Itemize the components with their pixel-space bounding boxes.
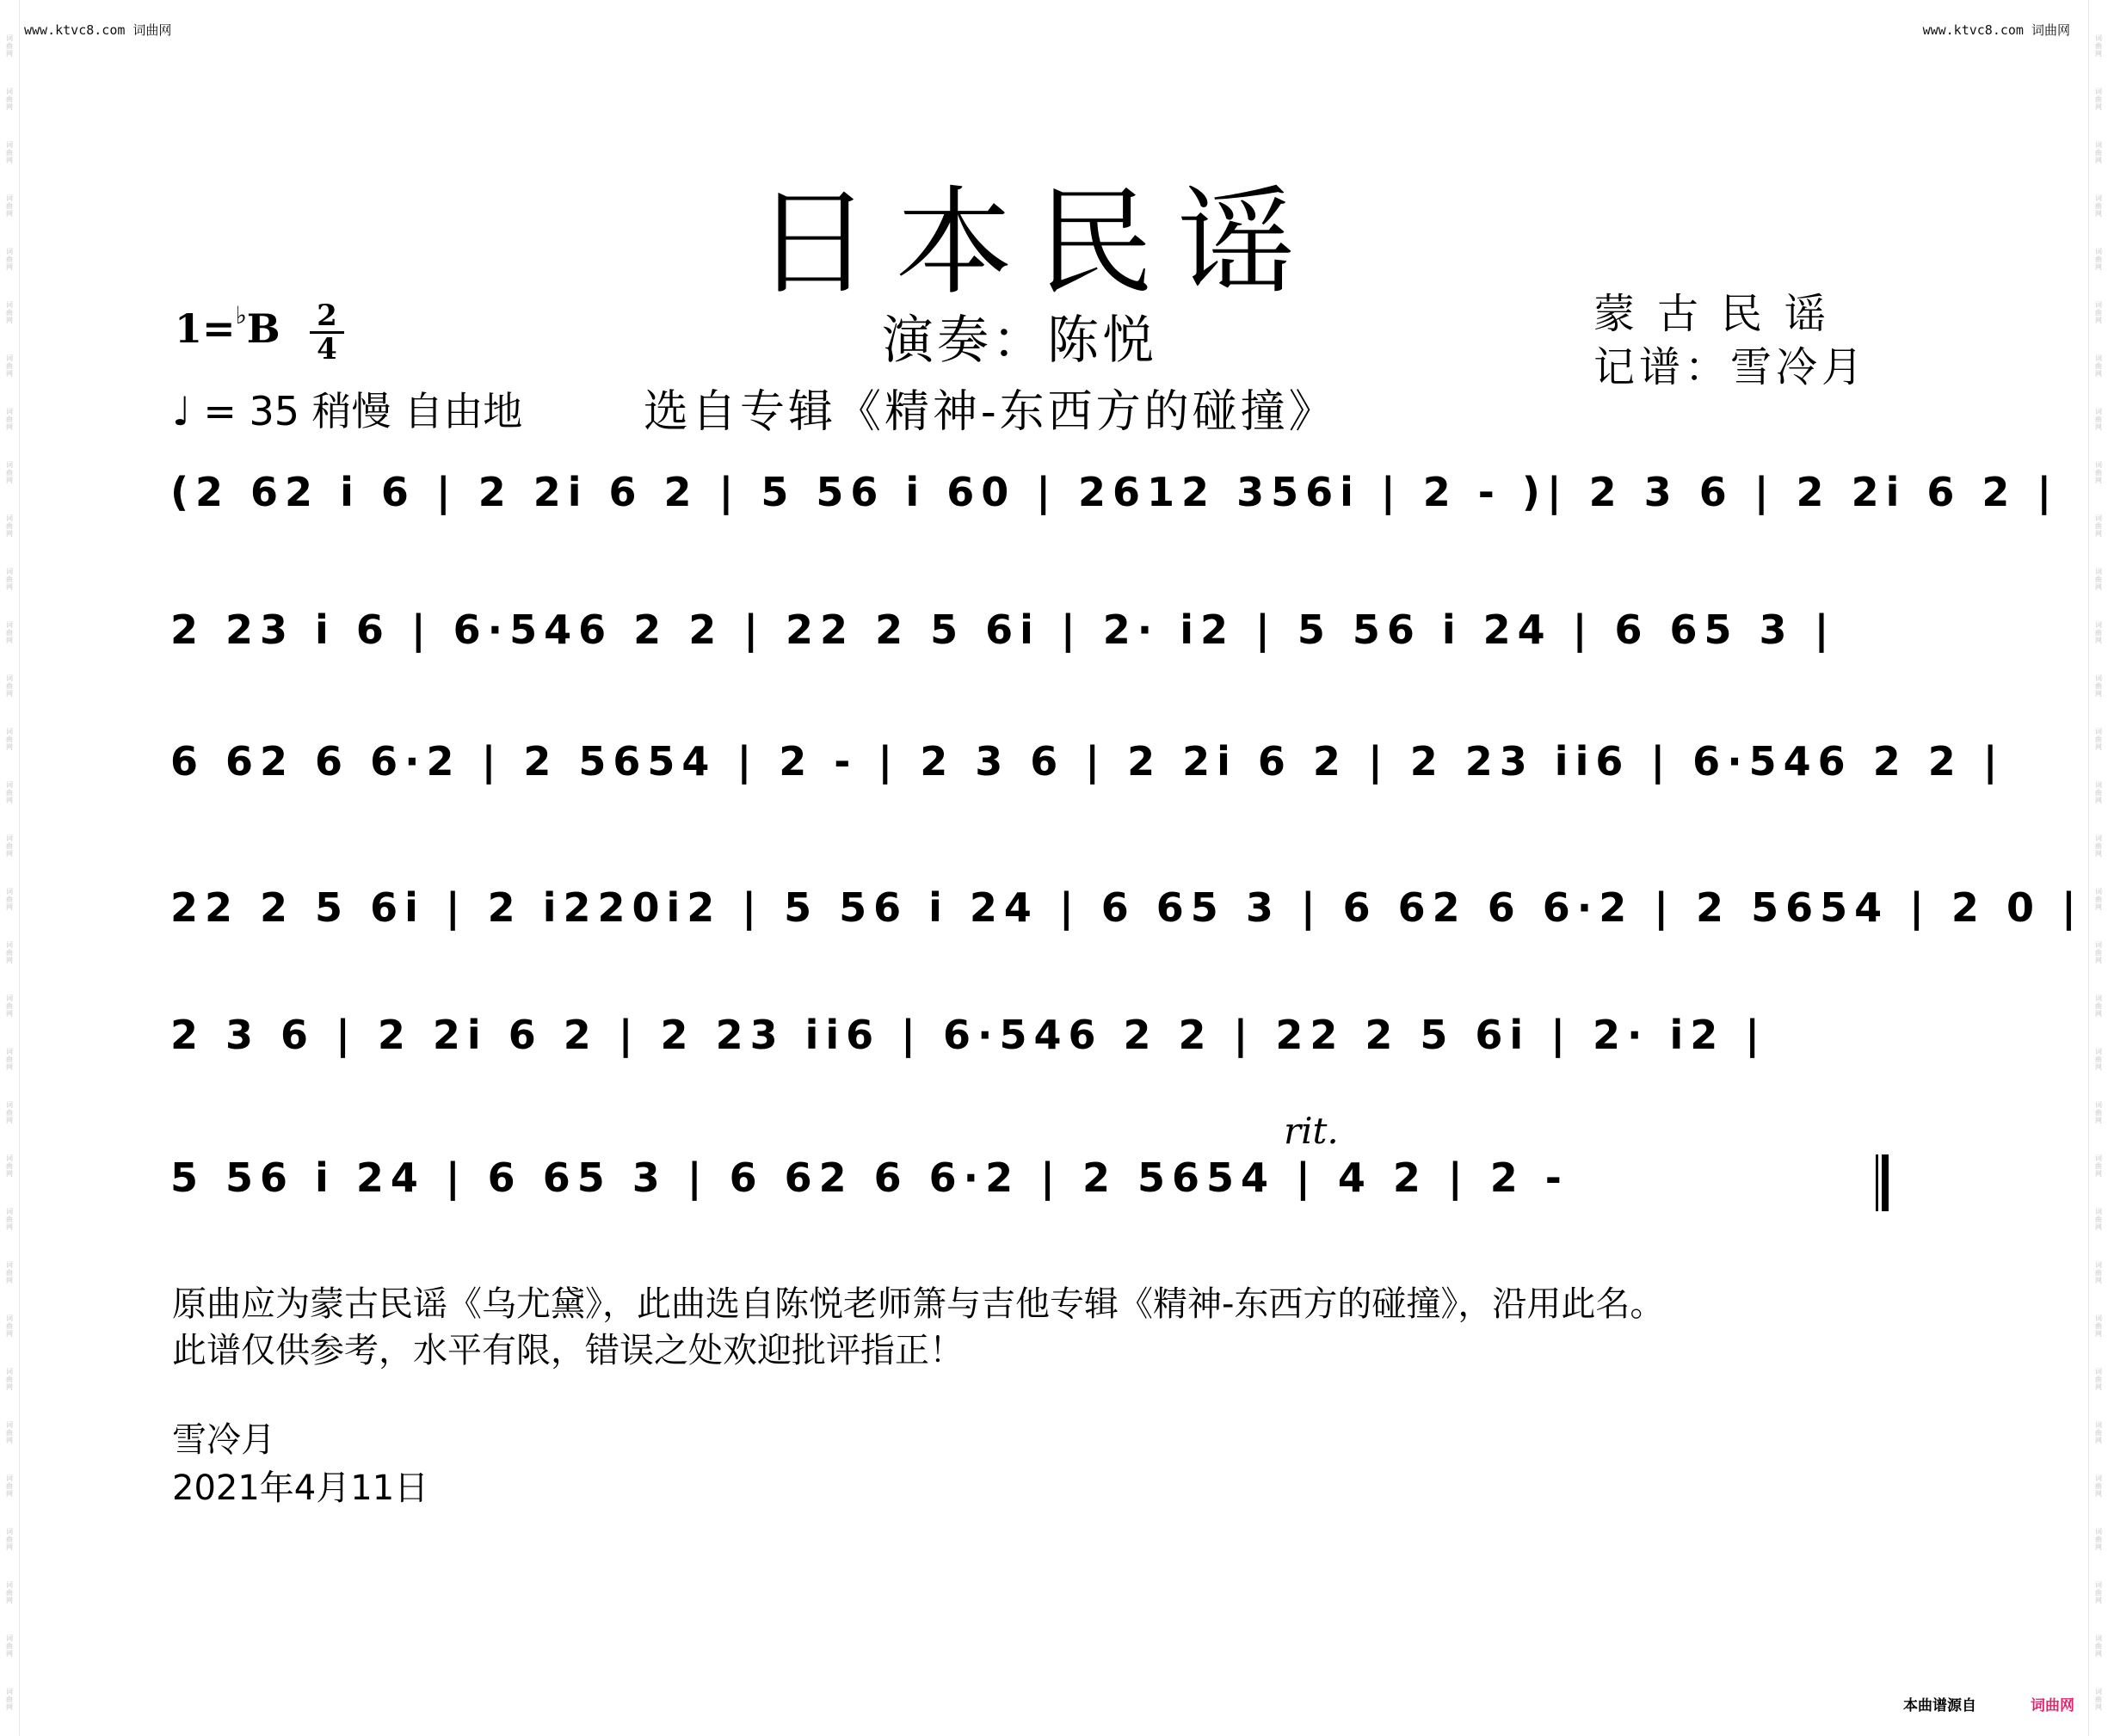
watermark-mark: 词曲网: [6, 194, 13, 218]
watermark-mark: 词曲网: [2095, 1688, 2102, 1711]
performer-credit: 演奏：陈悦: [882, 311, 1157, 371]
tempo-text: = 35 稍慢 自由地: [203, 388, 523, 434]
flat-sign: ♭: [235, 301, 247, 329]
watermark-mark: 词曲网: [6, 301, 13, 324]
watermark-url-left[interactable]: www.ktvc8.com 词曲网: [24, 22, 172, 38]
signer-name: 雪冷月: [172, 1420, 275, 1460]
watermark-mark: 词曲网: [6, 781, 13, 804]
watermark-mark: 词曲网: [6, 1261, 13, 1284]
score-line-2: [170, 606, 1891, 662]
watermark-mark: 词曲网: [6, 728, 13, 751]
score-line-notes: 2 23 i 6 | 6·546 2 2 | 22 2 5 6i | 2· i2 | 5 56 i 24 | 6 65 3 |: [170, 606, 1836, 653]
watermark-mark: 词曲网: [2095, 141, 2102, 164]
remark-line-2: 此谱仅供参考，水平有限，错误之处欢迎批评指正！: [172, 1331, 964, 1370]
score-line-notes: 22 2 5 6i | 2 i220i2 | 5 56 i 24 | 6 65 3 | 6 62 6 6·2 | 2 5654 | 2 0 |: [170, 884, 2083, 931]
footer-brand-link[interactable]: 词曲网: [2031, 1697, 2074, 1714]
watermark-mark: 词曲网: [6, 994, 13, 1018]
score-line-notes: (2 62 i 6 | 2 2i 6 2 | 5 56 i 60 | 2612 356i | 2 - )| 2 3 6 | 2 2i 6 2 |: [170, 469, 2059, 515]
watermark-mark: 词曲网: [6, 888, 13, 911]
album-credit: 选自专辑《精神-东西方的碰撞》: [644, 386, 1337, 438]
remark-line-1: 原曲应为蒙古民谣《乌尤黛》，此曲选自陈悦老师箫与吉他专辑《精神-东西方的碰撞》，沿用此名。: [172, 1284, 1665, 1324]
watermark-mark: 词曲网: [2095, 1474, 2102, 1498]
tempo-marking: [172, 380, 522, 437]
watermark-mark: 词曲网: [2095, 354, 2102, 378]
score-line-6: [170, 1154, 1891, 1210]
watermark-mark: 词曲网: [2095, 621, 2102, 644]
score-line-1: [170, 469, 2059, 524]
footer-source-label: 本曲谱源自: [1903, 1697, 1976, 1714]
watermark-mark: 词曲网: [6, 88, 13, 111]
watermark-mark: 词曲网: [2095, 888, 2102, 911]
watermark-mark: 词曲网: [6, 568, 13, 591]
watermark-mark: 词曲网: [6, 354, 13, 378]
watermark-mark: 词曲网: [2095, 1208, 2102, 1231]
score-line-notes: 2 3 6 | 2 2i 6 2 | 2 23 ii6 | 6·546 2 2 | 22 2 5 6i | 2· i2 |: [170, 1012, 1767, 1058]
watermark-mark: 词曲网: [6, 1208, 13, 1231]
watermark-mark: 词曲网: [2095, 1314, 2102, 1338]
watermark-mark: 词曲网: [6, 248, 13, 271]
watermark-mark: 词曲网: [6, 1634, 13, 1658]
watermark-mark: 词曲网: [6, 1528, 13, 1551]
watermark-mark: 词曲网: [6, 941, 13, 964]
watermark-mark: 词曲网: [2095, 301, 2102, 324]
watermark-mark: 词曲网: [6, 1154, 13, 1178]
watermark-mark: 词曲网: [2095, 1528, 2102, 1551]
watermark-mark: 词曲网: [2095, 88, 2102, 111]
watermark-mark: 词曲网: [2095, 514, 2102, 538]
score-title: 日本民谣: [755, 175, 1319, 311]
watermark-mark: 词曲网: [2095, 1634, 2102, 1658]
key-signature: [175, 301, 280, 352]
watermark-mark: 词曲网: [2095, 1421, 2102, 1444]
score-line-notes: 6 62 6 6·2 | 2 5654 | 2 - | 2 3 6 | 2 2i 6 2 | 2 23 ii6 | 6·546 2 2 |: [170, 738, 2005, 785]
quarter-note-icon: ♩: [172, 388, 191, 434]
watermark-mark: 词曲网: [2095, 781, 2102, 804]
watermark-url-right[interactable]: www.ktvc8.com 词曲网: [1922, 22, 2070, 38]
time-signature-top: 2: [317, 299, 337, 333]
watermark-mark: 词曲网: [6, 1101, 13, 1124]
watermark-mark: 词曲网: [2095, 1368, 2102, 1391]
watermark-mark: 词曲网: [6, 34, 13, 58]
watermark-mark: 词曲网: [2095, 1101, 2102, 1124]
watermark-mark: 词曲网: [2095, 941, 2102, 964]
watermark-mark: 词曲网: [2095, 1581, 2102, 1604]
watermark-mark: 词曲网: [2095, 408, 2102, 431]
time-signature: [310, 301, 344, 364]
watermark-mark: 词曲网: [6, 408, 13, 431]
ritardando-marking: rit.: [1284, 1110, 1339, 1152]
watermark-mark: 词曲网: [6, 141, 13, 164]
watermark-mark: 词曲网: [2095, 994, 2102, 1018]
watermark-mark: 词曲网: [2095, 1154, 2102, 1178]
watermark-mark: 词曲网: [6, 461, 13, 484]
watermark-mark: 词曲网: [2095, 248, 2102, 271]
transcriber-credit: 记谱：雪冷月: [1593, 343, 1868, 391]
watermark-mark: 词曲网: [2095, 728, 2102, 751]
score-line-4: [170, 884, 2083, 939]
watermark-mark: 词曲网: [6, 1048, 13, 1071]
watermark-mark: 词曲网: [6, 674, 13, 698]
watermark-mark: 词曲网: [6, 1368, 13, 1391]
watermark-mark: 词曲网: [6, 1581, 13, 1604]
right-watermark-strip: [2088, 0, 2108, 1736]
watermark-mark: 词曲网: [2095, 194, 2102, 218]
final-barline: [1876, 1154, 1889, 1211]
watermark-mark: 词曲网: [2095, 1048, 2102, 1071]
origin-credit: 蒙古民谣: [1593, 290, 1849, 338]
watermark-mark: 词曲网: [6, 1314, 13, 1338]
watermark-mark: 词曲网: [2095, 461, 2102, 484]
watermark-mark: 词曲网: [6, 834, 13, 858]
watermark-mark: 词曲网: [2095, 1261, 2102, 1284]
score-line-5: [170, 1012, 1891, 1067]
watermark-mark: 词曲网: [6, 1474, 13, 1498]
watermark-mark: 词曲网: [2095, 674, 2102, 698]
watermark-mark: 词曲网: [2095, 834, 2102, 858]
watermark-mark: 词曲网: [2095, 568, 2102, 591]
watermark-mark: 词曲网: [6, 1688, 13, 1711]
watermark-mark: 词曲网: [2095, 34, 2102, 58]
watermark-mark: 词曲网: [6, 1421, 13, 1444]
key-note: B: [246, 305, 280, 352]
watermark-mark: 词曲网: [6, 514, 13, 538]
watermark-mark: 词曲网: [6, 621, 13, 644]
time-signature-bottom: 4: [317, 332, 337, 366]
score-line-3: [170, 738, 2005, 793]
score-line-notes: 5 56 i 24 | 6 65 3 | 6 62 6 6·2 | 2 5654 | 4 2 | 2 -: [170, 1154, 1569, 1201]
signature-date: 2021年4月11日: [172, 1468, 429, 1508]
key-prefix: 1=: [175, 305, 236, 352]
